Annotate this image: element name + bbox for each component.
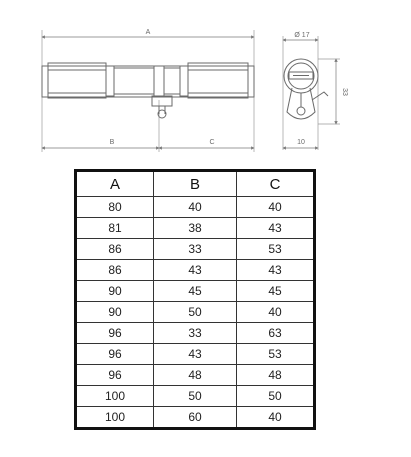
cell-b: 60 [154, 407, 237, 429]
cell-b: 50 [154, 302, 237, 323]
cell-c: 50 [237, 386, 315, 407]
table-row [76, 323, 315, 344]
cell-b: 43 [154, 260, 237, 281]
cell-a: 96 [76, 323, 154, 344]
cell-c: 53 [237, 344, 315, 365]
table-row [76, 218, 315, 239]
cell-b: 38 [154, 218, 237, 239]
cell-b: 45 [154, 281, 237, 302]
dimension-c-label: C [209, 139, 215, 146]
table-row [76, 239, 315, 260]
column-header-b: B [154, 171, 237, 197]
dimension-height [318, 59, 348, 124]
cell-a: 96 [76, 365, 154, 386]
table-row [76, 386, 315, 407]
dimension-a [42, 29, 254, 37]
dimension-table [74, 169, 316, 430]
technical-drawing [0, 0, 411, 165]
cell-b: 48 [154, 365, 237, 386]
cell-b: 50 [154, 386, 237, 407]
dimension-a-label: A [145, 29, 151, 36]
cell-a: 96 [76, 344, 154, 365]
cylinder-end-view [283, 36, 328, 150]
cell-b: 43 [154, 344, 237, 365]
table-row [76, 365, 315, 386]
column-header-c: C [237, 171, 315, 197]
table-header-row [76, 171, 315, 197]
table-row [76, 344, 315, 365]
cell-b: 40 [154, 197, 237, 218]
table-row [76, 302, 315, 323]
cell-a: 100 [76, 407, 154, 429]
cell-c: 53 [237, 239, 315, 260]
dimension-width [283, 139, 318, 148]
table-row [76, 260, 315, 281]
dimension-diameter [283, 32, 318, 40]
cell-a: 86 [76, 239, 154, 260]
cell-c: 43 [237, 260, 315, 281]
dimension-c [159, 139, 254, 148]
dimension-height-label: 33 [341, 88, 348, 96]
cell-c: 63 [237, 323, 315, 344]
dimension-b-label: B [109, 139, 115, 146]
cell-a: 90 [76, 281, 154, 302]
dimension-diameter-label: Ø 17 [294, 32, 310, 39]
cell-c: 40 [237, 197, 315, 218]
cell-a: 100 [76, 386, 154, 407]
cell-c: 45 [237, 281, 315, 302]
dimension-width-label: 10 [297, 139, 305, 146]
cell-c: 40 [237, 407, 315, 429]
cell-a: 80 [76, 197, 154, 218]
dimension-b [42, 139, 159, 148]
cell-c: 43 [237, 218, 315, 239]
table-row [76, 197, 315, 218]
cell-b: 33 [154, 323, 237, 344]
cell-b: 33 [154, 239, 237, 260]
cell-a: 81 [76, 218, 154, 239]
cell-c: 40 [237, 302, 315, 323]
column-header-a: A [76, 171, 154, 197]
cell-c: 48 [237, 365, 315, 386]
table-row [76, 407, 315, 429]
cell-a: 86 [76, 260, 154, 281]
table-row [76, 281, 315, 302]
cell-a: 90 [76, 302, 154, 323]
cylinder-side-view [42, 30, 254, 152]
